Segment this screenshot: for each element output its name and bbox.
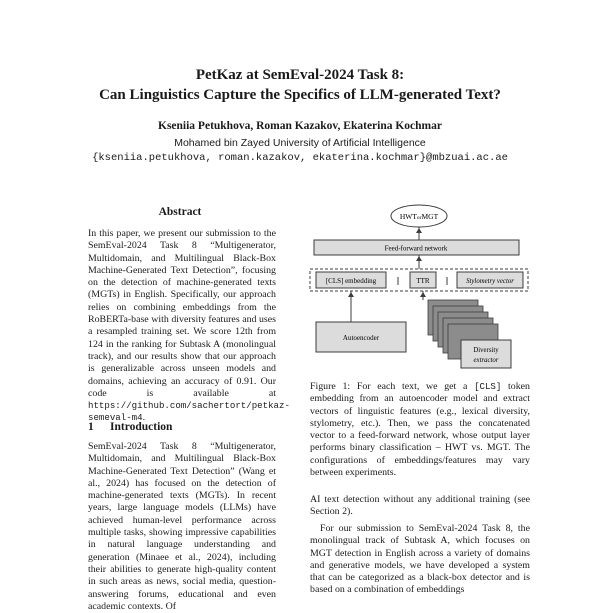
figure-1-caption [310, 381, 530, 479]
abstract-heading: Abstract [158, 206, 202, 218]
caption-text: token embedding from an autoencoder model and extract vectors of linguistic features (e.g., lexical diversity, stylometry, etc.). Then, we pass the concatenated vector to a feed-forward network, whose output layer performs binary classification – HWT vs. MGT. The configurations of embeddings/features may vary between experiments. [310, 381, 530, 479]
separator-1: || [396, 276, 400, 285]
caption-code: [CLS] [474, 381, 502, 392]
cls-label: [CLS] embedding [325, 277, 377, 285]
caption-prefix: Figure 1: For each text, we get a [310, 381, 475, 392]
paper-title-line1: PetKaz at SemEval-2024 Task 8: [195, 67, 405, 83]
right-paragraph-2: For our submission to SemEval-2024 Task 8, the monolingual track of Subtask A, which focuses on MGT detection in English across a variety of domains and generative models, we have developed a system that can be categorized as a black-box detector and is based on a combination of embeddings [310, 523, 530, 596]
abstract-end: . [142, 412, 146, 424]
stylometry-label: Stylometry vector [466, 278, 514, 285]
author-emails: {kseniia.petukhova, roman.kazakov, ekaterina.kochmar}@mbzuai.ac.ae [92, 152, 508, 164]
abstract-text: In this paper, we present our submission to the SemEval-2024 Task 8 “Multigenerator, Multidomain, and Multilingual Black-Box Machine-Generated Text Detection”, focusing on the detection of machine-generated texts (MGTs) in English. Specifically, our approach relies on combining embeddings from the RoBERTa-base with diversity features and uses a resampled training set. We score 12th from 124 in the ranking for Subtask A (monolingual track), and our results show that our approach is generalizable across unseen models and domains, achieving an accuracy of 0.91. Our code is available at [88, 228, 276, 399]
right-paragraph-1: AI text detection without any additional training (see Section 2). [310, 494, 530, 518]
autoencoder-label: Autoencoder [342, 334, 380, 342]
ffn-label: Feed-forward network [384, 244, 448, 253]
section-heading-introduction [88, 421, 172, 433]
affiliation: Mohamed bin Zayed University of Artificial Intelligence [174, 137, 426, 149]
section-title: Introduction [110, 421, 173, 433]
output-label: HWTorMGT [399, 212, 439, 221]
diversity-label-2: extractor [473, 357, 499, 364]
abstract-body [88, 228, 290, 425]
diversity-label-1: Diversity [473, 347, 499, 354]
section-number: 1 [88, 421, 94, 433]
author-list: Kseniia Petukhova, Roman Kazakov, Ekaterina Kochmar [158, 120, 442, 132]
separator-2: || [445, 276, 449, 285]
figure-1-diagram [306, 200, 536, 380]
code-link[interactable]: https://github.com/sachertort/petkaz-semeval-m4 [88, 400, 290, 424]
introduction-body: SemEval-2024 Task 8 “Multigenerator, Multidomain, and Multilingual Black-Box Machine-Generated Text Detection” (Wang et al., 2024) has focused on the detection of machine-generated texts (MGTs). In recent years, large language models (LLMs) have achieved human-level performance across multiple tasks, showing impressive capabilities in natural language understanding and generation (Minaee et al., 2024), including their abilities to generate high-quality content in such areas as news, social media, question-answering forums, educational and even academic contexts. Of [88, 441, 276, 612]
paper-title-line2: Can Linguistics Capture the Specifics of LLM-generated Text? [99, 87, 501, 103]
ttr-label: TTR [416, 277, 430, 285]
